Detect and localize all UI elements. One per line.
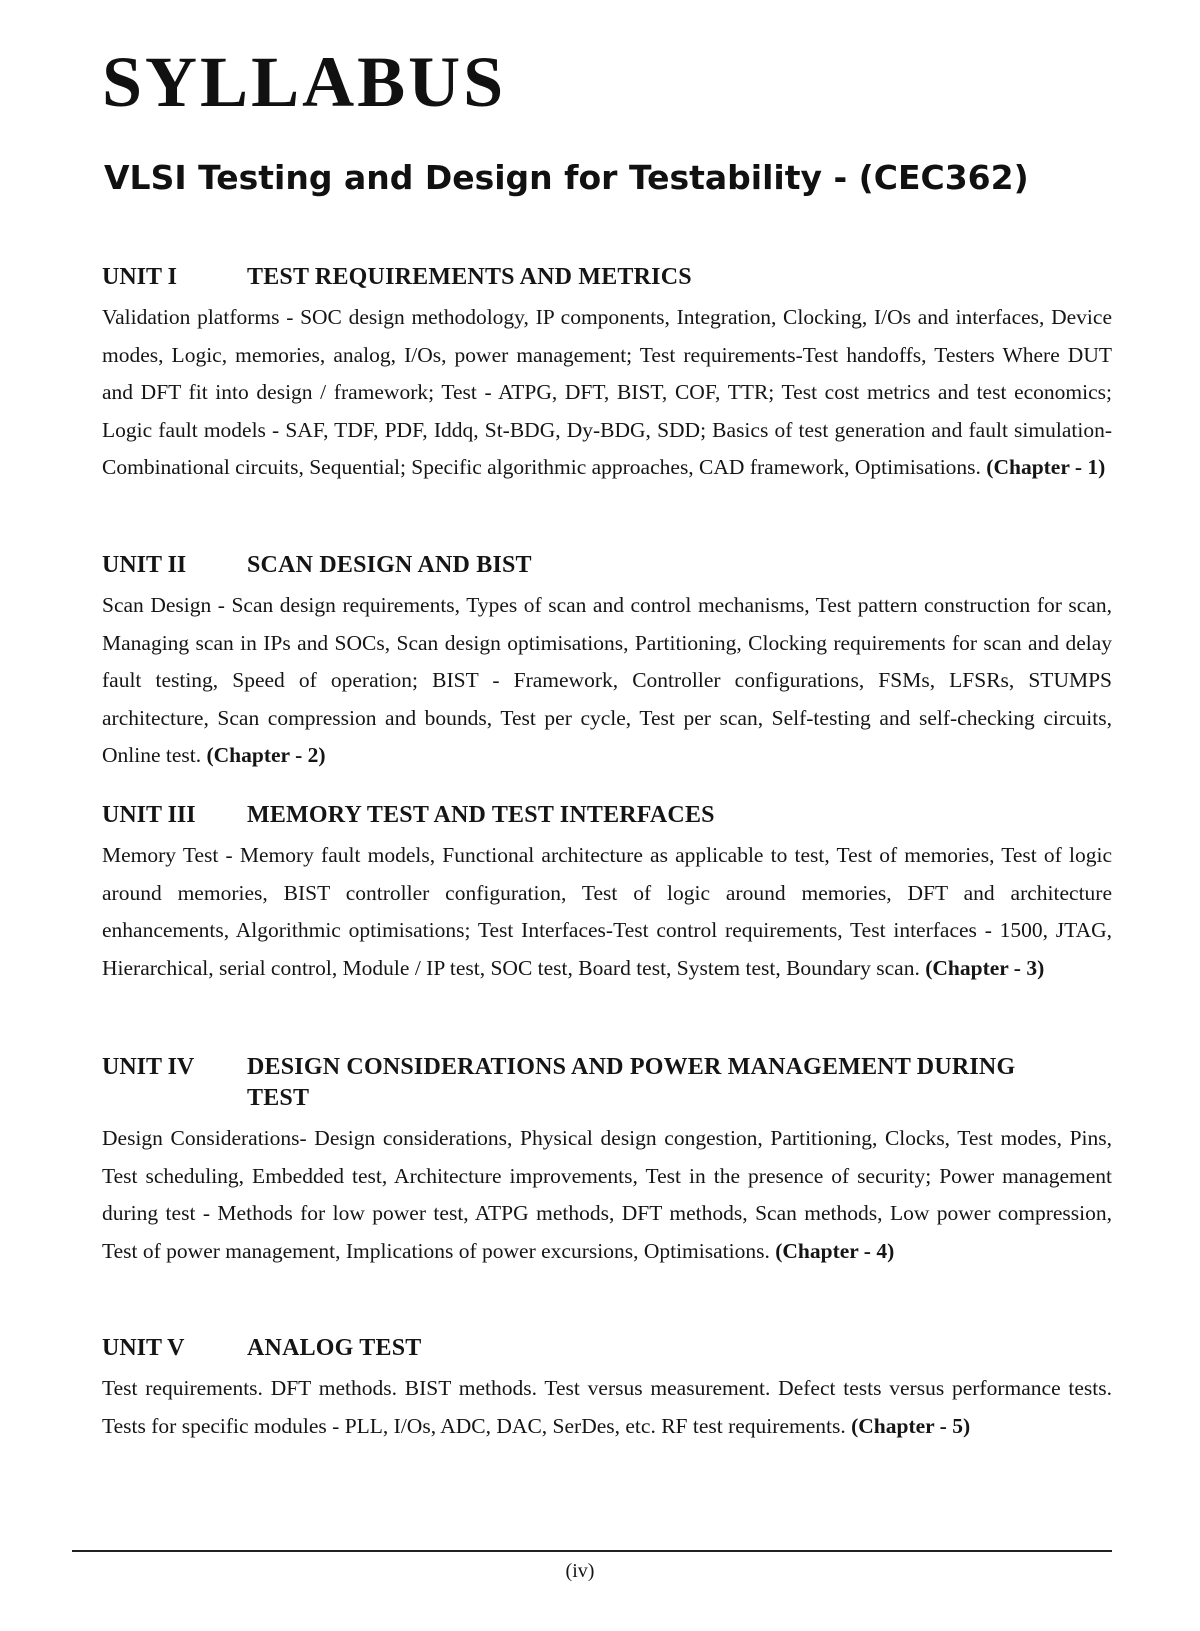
- chapter-reference: (Chapter - 2): [206, 743, 326, 767]
- unit-label: UNIT IV: [102, 1054, 195, 1080]
- page-number: (iv): [565, 1560, 595, 1582]
- unit-title: DESIGN CONSIDERATIONS AND POWER MANAGEMENT DURING TEST: [247, 1054, 1016, 1111]
- unit-3: [102, 800, 1112, 987]
- unit-2: [102, 550, 1112, 775]
- unit-body-text: Scan Design - Scan design requirements, Types of scan and control mechanisms, Test pattern construction for scan, Managing scan in IPs and SOCs, Scan design optimisations, Partitioning, Clocking requirements for scan and delay fault testing, Speed of operation; BIST - Framework, Controller configurations, FSMs, LFSRs, STUMPS architecture, Scan compression and bounds, Test per cycle, Test per scan, Self-testing and self-checking circuits, Online test.: [102, 593, 1112, 767]
- unit-heading: [102, 800, 1112, 831]
- footer-divider: [72, 1550, 1112, 1552]
- course-title: VLSI Testing and Design for Testability - (CEC362): [104, 158, 1029, 197]
- unit-body-text: Test requirements. DFT methods. BIST methods. Test versus measurement. Defect tests versus performance tests. Tests for specific modules - PLL, I/Os, ADC, DAC, SerDes, etc. RF test requirements.: [102, 1376, 1112, 1438]
- unit-description: [102, 837, 1112, 987]
- chapter-reference: (Chapter - 3): [925, 955, 1045, 980]
- unit-heading: [102, 550, 1112, 581]
- unit-label: UNIT I: [102, 264, 177, 290]
- unit-heading: [102, 262, 1112, 293]
- unit-label: UNIT III: [102, 802, 196, 828]
- unit-description: [102, 1370, 1112, 1445]
- chapter-reference: (Chapter - 5): [851, 1413, 971, 1438]
- unit-1: [102, 262, 1112, 487]
- page-title: SYLLABUS: [102, 42, 507, 122]
- unit-title: MEMORY TEST AND TEST INTERFACES: [247, 802, 715, 828]
- unit-label: UNIT V: [102, 1335, 185, 1361]
- unit-4: [102, 1052, 1112, 1270]
- unit-body-text: Memory Test - Memory fault models, Functional architecture as applicable to test, Test of memories, Test of logic around memories, BIST controller configuration, Test of logic around memories, DFT and architecture enhancements, Algorithmic optimisations; Test Interfaces-Test control requirements, Test interfaces - 1500, JTAG, Hierarchical, serial control, Module / IP test, SOC test, Board test, System test, Boundary scan.: [102, 843, 1112, 980]
- unit-description: [102, 587, 1112, 775]
- chapter-reference: (Chapter - 4): [775, 1238, 895, 1263]
- unit-label: UNIT II: [102, 552, 187, 578]
- unit-title: ANALOG TEST: [247, 1335, 422, 1361]
- unit-body-text: Design Considerations- Design considerations, Physical design congestion, Partitioning, Clocks, Test modes, Pins, Test scheduling, Embedded test, Architecture improvements, Test in the presence of security; Power management during test - Methods for low power test, ATPG methods, DFT methods, Scan methods, Low power compression, Test of power management, Implications of power excursions, Optimisations.: [102, 1126, 1112, 1263]
- unit-heading: [102, 1052, 1112, 1114]
- unit-description: [102, 299, 1112, 487]
- unit-body-text: Validation platforms - SOC design methodology, IP components, Integration, Clocking, I/Os and interfaces, Device modes, Logic, memories, analog, I/Os, power management; Test requirements-Test handoffs, Testers Where DUT and DFT fit into design / framework; Test - ATPG, DFT, BIST, COF, TTR; Test cost metrics and test economics; Logic fault models - SAF, TDF, PDF, Iddq, St-BDG, Dy-BDG, SDD; Basics of test generation and fault simulation- Combinational circuits, Sequential; Specific algorithmic approaches, CAD framework, Optimisations.: [102, 305, 1112, 479]
- chapter-reference: (Chapter - 1): [986, 455, 1106, 479]
- unit-5: [102, 1333, 1112, 1445]
- unit-heading: [102, 1333, 1112, 1364]
- unit-description: [102, 1120, 1112, 1270]
- unit-title: SCAN DESIGN AND BIST: [247, 552, 532, 578]
- unit-title: TEST REQUIREMENTS AND METRICS: [247, 264, 692, 290]
